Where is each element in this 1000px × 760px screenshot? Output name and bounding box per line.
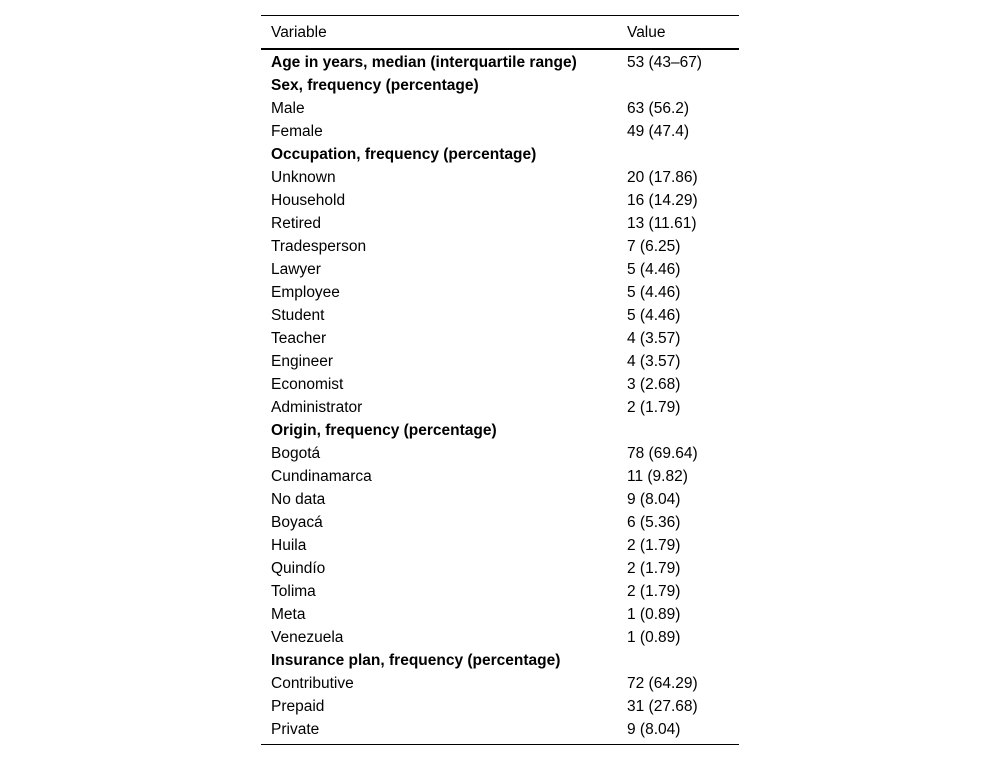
row-value: 5 (4.46) (627, 284, 681, 301)
row-label: Private (261, 718, 617, 745)
row-label: Tolima (271, 583, 316, 600)
row-value (617, 649, 739, 672)
row-value: 7 (6.25) (627, 238, 681, 255)
row-label: Household (271, 192, 346, 209)
row-label: Employee (271, 284, 340, 301)
row-value: 5 (4.46) (627, 261, 681, 278)
row-value: 1 (0.89) (627, 629, 681, 646)
table-row (261, 212, 739, 235)
table-section-row (261, 419, 739, 442)
row-value: 2 (1.79) (627, 537, 681, 554)
table-row (261, 258, 739, 281)
row-value: 1 (0.89) (627, 606, 681, 623)
row-label: Tradesperson (271, 238, 367, 255)
row-value: 5 (4.46) (627, 307, 681, 324)
row-label: Engineer (271, 353, 334, 370)
row-label: Male (271, 100, 305, 117)
table-row (261, 166, 739, 189)
table-row (261, 488, 739, 511)
row-value: 20 (17.86) (627, 169, 698, 186)
table-row (261, 534, 739, 557)
row-label: Boyacá (271, 514, 323, 531)
row-label: Lawyer (271, 261, 321, 278)
table-section-row (261, 49, 739, 74)
section-label: Insurance plan, frequency (percentage) (271, 652, 561, 669)
row-label: Cundinamarca (271, 468, 372, 485)
row-label: Female (271, 123, 323, 140)
table-row (261, 603, 739, 626)
row-label: Venezuela (271, 629, 344, 646)
table-row (261, 189, 739, 212)
table-row (261, 281, 739, 304)
row-value (617, 74, 739, 97)
row-value (617, 143, 739, 166)
row-label: Meta (271, 606, 306, 623)
row-label: Prepaid (271, 698, 325, 715)
table-row (261, 557, 739, 580)
table-body (261, 49, 739, 745)
section-label: Age in years, median (interquartile range) (271, 54, 577, 71)
section-label: Sex, frequency (percentage) (271, 77, 479, 94)
row-value: 13 (11.61) (627, 215, 697, 232)
table-row (261, 626, 739, 649)
table-row (261, 350, 739, 373)
table-row (261, 580, 739, 603)
table-row (261, 695, 739, 718)
row-label: Student (271, 307, 325, 324)
row-label: Bogotá (271, 445, 321, 462)
table-header-row (261, 16, 739, 50)
row-value: 49 (47.4) (627, 123, 690, 140)
row-value: 78 (69.64) (627, 445, 698, 462)
table-section-row (261, 649, 739, 672)
row-label: Unknown (271, 169, 336, 186)
row-value: 9 (8.04) (617, 718, 739, 745)
table-row (261, 511, 739, 534)
row-label: Teacher (271, 330, 327, 347)
table-row (261, 672, 739, 695)
row-value: 4 (3.57) (627, 353, 681, 370)
column-header-variable: Variable (261, 16, 617, 50)
row-value: 31 (27.68) (627, 698, 698, 715)
row-label: Economist (271, 376, 344, 393)
table-section-row (261, 143, 739, 166)
row-value (617, 419, 739, 442)
data-table-container (261, 15, 739, 745)
data-table (261, 15, 739, 745)
row-value: 11 (9.82) (627, 468, 688, 485)
row-label: Retired (271, 215, 321, 232)
table-row (261, 442, 739, 465)
table-row (261, 396, 739, 419)
row-value: 53 (43–67) (627, 54, 702, 71)
row-value: 6 (5.36) (627, 514, 681, 531)
row-label: Huila (271, 537, 307, 554)
row-value: 16 (14.29) (627, 192, 698, 209)
row-value: 2 (1.79) (627, 560, 681, 577)
row-label: Contributive (271, 675, 354, 692)
table-row (261, 718, 739, 745)
row-label: Administrator (271, 399, 363, 416)
row-value: 4 (3.57) (627, 330, 681, 347)
row-value: 63 (56.2) (627, 100, 690, 117)
table-row (261, 304, 739, 327)
row-label: No data (271, 491, 326, 508)
table-row (261, 97, 739, 120)
row-value: 2 (1.79) (627, 399, 681, 416)
section-label: Occupation, frequency (percentage) (271, 146, 537, 163)
table-header (261, 16, 739, 50)
row-label: Quindío (271, 560, 326, 577)
table-row (261, 120, 739, 143)
row-value: 3 (2.68) (627, 376, 681, 393)
column-header-value: Value (617, 16, 739, 50)
table-row (261, 327, 739, 350)
table-section-row (261, 74, 739, 97)
table-row (261, 235, 739, 258)
row-value: 2 (1.79) (627, 583, 681, 600)
table-row (261, 465, 739, 488)
row-value: 72 (64.29) (627, 675, 698, 692)
table-row (261, 373, 739, 396)
row-value: 9 (8.04) (627, 491, 681, 508)
section-label: Origin, frequency (percentage) (271, 422, 497, 439)
